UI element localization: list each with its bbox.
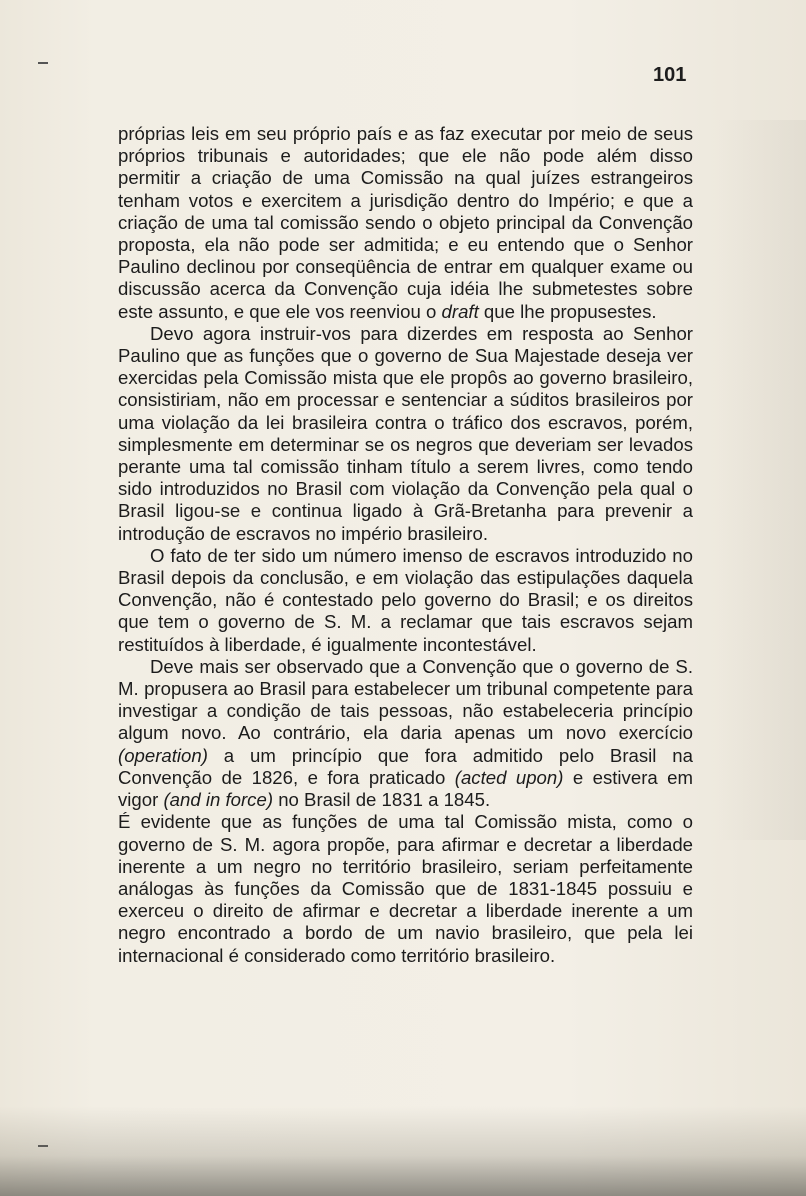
italic-term: (and in force) [163,789,274,811]
paragraph [118,656,693,811]
show-through-shadow [716,120,806,840]
paragraph-text: próprias leis em seu próprio país e as faz executar por meio de seus próprios tribunais e autoridades; que ele não pode além disso permitir a criação de uma Comissão na qual juízes estrangeiros tenham votos e exercitem a jurisdição dentro do Império; e que a criação de uma tal comissão sendo o objeto principal da Convenção proposta, ela não pode ser admitida; e eu entendo que o Senhor Paulino declinou por conseqüência de entrar em qualquer exame ou discussão acerca da Convenção cuja idéia lhe submetestes sobre este assunto, e que ele vos reenviou o [118,123,693,322]
paragraph-text: que lhe propusestes. [478,300,657,322]
scan-bottom-shadow [0,1106,806,1196]
paragraph-text: no Brasil de 1831 a 1845. [273,789,491,811]
margin-mark-top [38,62,48,64]
paragraph-text: O fato de ter sido um número imenso de escravos introduzido no Brasil depois da conclusão, e em violação das estipulações daquela Convenção, não é contestado pelo governo do Brasil; e os direitos que tem o governo de S. M. a reclamar que tais escravos sejam restituídos à liberdade, é igualmente incontestável. [118,544,693,655]
paragraph [118,811,693,966]
italic-term: draft [441,300,479,322]
page-number: 101 [653,64,687,86]
paragraph-text: e estivera em vigor [118,766,693,811]
paragraph-text: É evidente que as funções de uma tal Comissão mista, como o governo de S. M. agora propõe, para afirmar e decretar a liberdade inerente a um negro no território brasileiro, seriam perfeitamente análogas às funções da Comissão que de 1831-1845 possuiu e exerceu o direito de afirmar e decretar a liberdade inerente a um negro encontrado a bordo de um navio brasileiro, que pela lei internacional é considerado como território brasileiro. [118,811,693,966]
paragraph [118,123,693,323]
paragraph-text: a um princípio que fora admitido pelo Brasil na Convenção de 1826, e fora praticado [118,744,693,788]
paragraph [118,545,693,656]
body-text [118,123,693,967]
paragraph-text: Deve mais ser observado que a Convenção que o governo de S. M. propusera ao Brasil para estabelecer um tribunal competente para investigar a condição de tais pessoas, não estabeleceria princípio algum novo. Ao contrário, ela daria apenas um novo exercício [118,655,693,744]
paragraph-text: Devo agora instruir-vos para dizerdes em resposta ao Senhor Paulino que as funções que o governo de Sua Majestade deseja ver exercidas pela Comissão mista que ele propôs ao governo brasileiro, consistiriam, não em processar e sentenciar a súditos brasileiros por uma violação da lei brasileira contra o tráfico dos escravos, porém, simplesmente em determinar se os negros que deveriam ser levados perante uma tal comissão tinham título a serem livres, como tendo sido introduzidos no Brasil com violação da Convenção pela qual o Brasil ligou-se e continua ligado à Grã-Bretanha para prevenir a introdução de escravos no império brasileiro. [118,322,693,544]
italic-term: (operation) [118,744,208,766]
paragraph [118,323,693,545]
italic-term: (acted upon) [454,766,564,788]
